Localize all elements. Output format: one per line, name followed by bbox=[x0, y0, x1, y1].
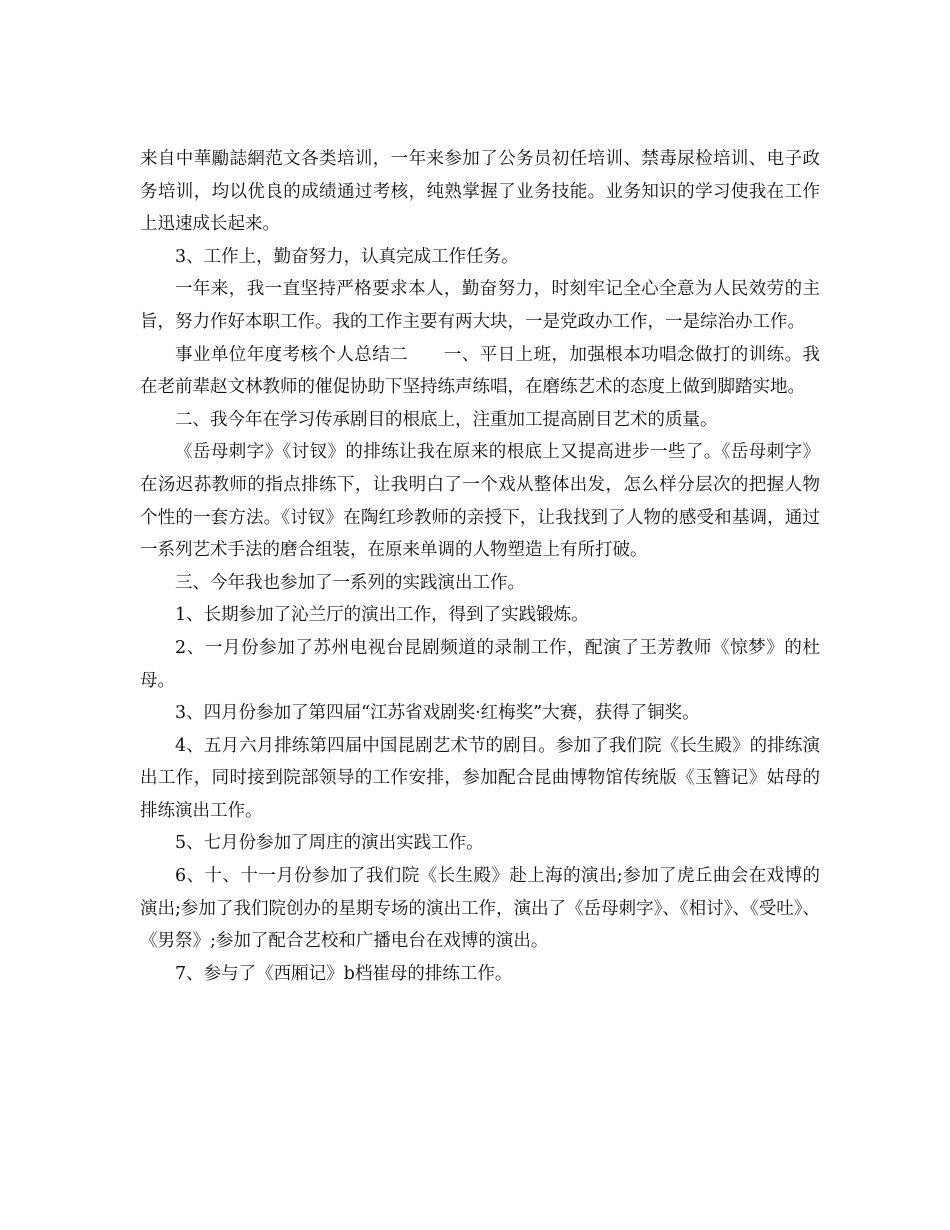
paragraph-4: 事业单位年度考核个人总结二 一、平日上班，加强根本功唱念做打的训练。我在老前辈赵文林教师的催促协助下坚持练声练唱，在磨练艺术的态度上做到脚踏实地。 bbox=[140, 344, 820, 398]
paragraph-13: 6、十、十一月份参加了我们院《长生殿》赴上海的演出;参加了虎丘曲会在戏博的演出;参加了我们院创办的星期专场的演出工作，演出了《岳母刺字》、《相讨》、《受吐》、《男祭》;参加了配合艺校和广播电台在戏博的演出。 bbox=[140, 866, 820, 952]
document-body bbox=[140, 143, 820, 990]
paragraph-11: 4、五月六月排练第四届中国昆剧艺术节的剧目。参加了我们院《长生殿》的排练演出工作，同时接到院部领导的工作安排，参加配合昆曲博物馆传统版《玉簪记》姑母的排练演出工作。 bbox=[140, 735, 820, 821]
paragraph-2: 3、工作上，勤奋努力，认真完成工作任务。 bbox=[175, 246, 519, 267]
paragraph-6: 《岳母刺字》《讨钗》的排练让我在原来的根底上又提高进步一些了。《岳母刺字》在汤迟荪教师的指点排练下，让我明白了一个戏从整体出发，怎么样分层次的把握人物个性的一套方法。《讨钗》在陶红珍教师的亲授下，让我找到了人物的感受和基调，通过一系列艺术手法的磨合组装，在原来单调的人物塑造上有所打破。 bbox=[140, 442, 820, 561]
paragraph-8: 1、长期参加了沁兰厅的演出工作，得到了实践锻炼。 bbox=[175, 605, 589, 626]
paragraph-10: 3、四月份参加了第四届“江苏省戏剧奖·红梅奖”大赛，获得了铜奖。 bbox=[175, 703, 700, 724]
paragraph-7: 三、今年我也参加了一系列的实践演出工作。 bbox=[175, 572, 525, 593]
paragraph-14: 7、参与了《西厢记》b档崔母的排练工作。 bbox=[175, 963, 513, 984]
paragraph-12: 5、七月份参加了周庄的演出实践工作。 bbox=[175, 833, 484, 854]
paragraph-5: 二、我今年在学习传承剧目的根底上，注重加工提高剧目艺术的质量。 bbox=[175, 409, 718, 430]
paragraph-9: 2、一月份参加了苏州电视台昆剧频道的录制工作，配演了王芳教师《惊梦》的杜母。 bbox=[140, 637, 820, 691]
paragraph-1: 来自中華勵誌網范文各类培训，一年来参加了公务员初任培训、禁毒尿检培训、电子政务培训，均以优良的成绩通过考核，纯熟掌握了业务技能。业务知识的学习使我在工作上迅速成长起来。 bbox=[140, 149, 820, 235]
paragraph-3: 一年来，我一直坚持严格要求本人，勤奋努力，时刻牢记全心全意为人民效劳的主旨，努力作好本职工作。我的工作主要有两大块，一是党政办工作，一是综治办工作。 bbox=[140, 279, 820, 332]
